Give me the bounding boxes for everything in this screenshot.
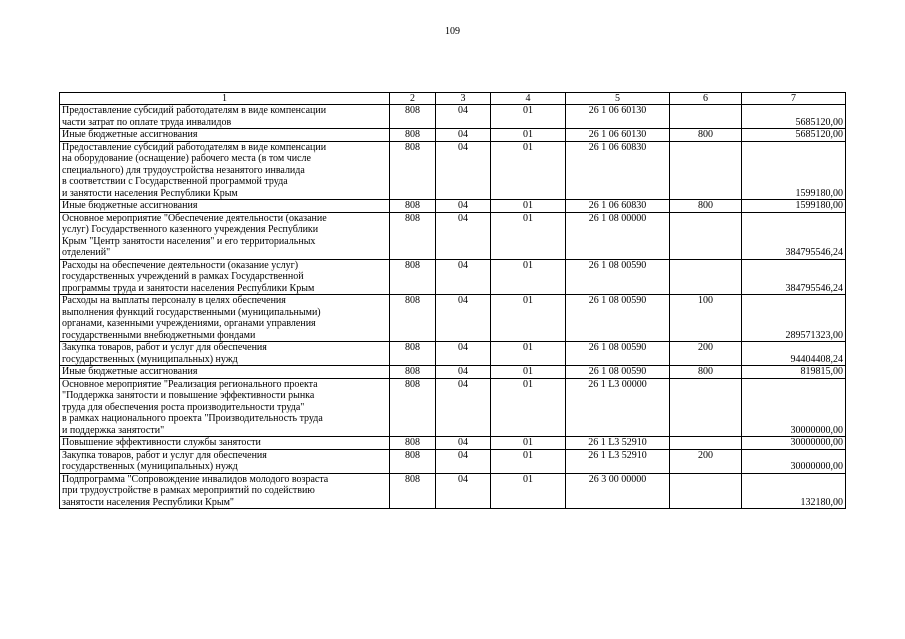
header-col-2: 2 [390, 93, 436, 105]
header-col-4: 4 [491, 93, 566, 105]
row-rz: 04 [436, 212, 491, 259]
row-csr: 26 1 06 60130 [566, 129, 670, 142]
row-ved: 808 [390, 129, 436, 142]
row-ved: 808 [390, 200, 436, 213]
row-rz: 04 [436, 129, 491, 142]
row-csr: 26 1 08 00590 [566, 259, 670, 295]
row-vr [670, 473, 742, 509]
row-name: Основное мероприятие "Обеспечение деятельности (оказание услуг) Государственного казенного учреждения Республики Крым "Центр занятости населения" и его территориальных отделений" [60, 212, 390, 259]
row-vr [670, 437, 742, 450]
row-ved: 808 [390, 295, 436, 342]
header-col-3: 3 [436, 93, 491, 105]
table-row [60, 437, 846, 450]
header-col-7: 7 [742, 93, 846, 105]
row-amount: 30000000,00 [742, 437, 846, 450]
row-vr: 800 [670, 200, 742, 213]
row-rz: 04 [436, 366, 491, 379]
table-row [60, 129, 846, 142]
header-col-5: 5 [566, 93, 670, 105]
row-vr [670, 259, 742, 295]
row-name: Подпрограмма "Сопровождение инвалидов молодого возраста при трудоустройстве в рамках мероприятий по содействию занятости населения Республики Крым" [60, 473, 390, 509]
table-row [60, 141, 846, 200]
row-rz: 04 [436, 473, 491, 509]
row-pr: 01 [491, 473, 566, 509]
row-name: Предоставление субсидий работодателям в виде компенсации на оборудование (оснащение) рабочего места (в том числе специального) для трудоустройства незанятого инвалида в соответствии с Государственной программой труда и занятости населения Республики Крым [60, 141, 390, 200]
row-name: Предоставление субсидий работодателям в виде компенсации части затрат по оплате труда инвалидов [60, 105, 390, 129]
row-name: Иные бюджетные ассигнования [60, 200, 390, 213]
row-pr: 01 [491, 449, 566, 473]
table-row [60, 259, 846, 295]
row-vr: 800 [670, 129, 742, 142]
row-rz: 04 [436, 378, 491, 437]
row-amount: 819815,00 [742, 366, 846, 379]
row-ved: 808 [390, 141, 436, 200]
row-csr: 26 1 06 60830 [566, 141, 670, 200]
row-rz: 04 [436, 141, 491, 200]
row-pr: 01 [491, 295, 566, 342]
row-amount: 1599180,00 [742, 200, 846, 213]
row-ved: 808 [390, 449, 436, 473]
row-pr: 01 [491, 129, 566, 142]
row-csr: 26 1 08 00590 [566, 295, 670, 342]
row-amount: 94404408,24 [742, 342, 846, 366]
row-name: Основное мероприятие "Реализация регионального проекта "Поддержка занятости и повышение эффективности рынка труда для обеспечения роста производительности труда" в рамках национального проекта "Производительность труда и поддержка занятости" [60, 378, 390, 437]
table-row [60, 342, 846, 366]
header-row [60, 93, 846, 105]
row-ved: 808 [390, 437, 436, 450]
row-amount: 289571323,00 [742, 295, 846, 342]
row-rz: 04 [436, 295, 491, 342]
table-row [60, 105, 846, 129]
row-pr: 01 [491, 141, 566, 200]
table-row [60, 212, 846, 259]
row-amount: 5685120,00 [742, 105, 846, 129]
row-ved: 808 [390, 259, 436, 295]
row-pr: 01 [491, 437, 566, 450]
row-rz: 04 [436, 105, 491, 129]
row-ved: 808 [390, 105, 436, 129]
row-amount: 30000000,00 [742, 449, 846, 473]
row-pr: 01 [491, 342, 566, 366]
row-name: Расходы на обеспечение деятельности (оказание услуг) государственных учреждений в рамках Государственной программы труда и занятости населения Республики Крым [60, 259, 390, 295]
row-vr [670, 141, 742, 200]
row-amount: 384795546,24 [742, 259, 846, 295]
row-rz: 04 [436, 449, 491, 473]
row-csr: 26 1 L3 52910 [566, 437, 670, 450]
row-vr [670, 212, 742, 259]
page-number: 109 [445, 26, 460, 37]
row-amount: 30000000,00 [742, 378, 846, 437]
row-csr: 26 1 06 60830 [566, 200, 670, 213]
row-name: Закупка товаров, работ и услуг для обеспечения государственных (муниципальных) нужд [60, 449, 390, 473]
row-csr: 26 3 00 00000 [566, 473, 670, 509]
row-csr: 26 1 L3 00000 [566, 378, 670, 437]
table-row [60, 366, 846, 379]
row-csr: 26 1 08 00590 [566, 342, 670, 366]
row-name: Расходы на выплаты персоналу в целях обеспечения выполнения функций государственными (муниципальными) органами, казенными учреждениями, органами управления государственными внебюджетными фондами [60, 295, 390, 342]
row-ved: 808 [390, 378, 436, 437]
row-pr: 01 [491, 366, 566, 379]
row-rz: 04 [436, 437, 491, 450]
table-row [60, 449, 846, 473]
row-amount: 384795546,24 [742, 212, 846, 259]
row-ved: 808 [390, 473, 436, 509]
row-name: Закупка товаров, работ и услуг для обеспечения государственных (муниципальных) нужд [60, 342, 390, 366]
row-pr: 01 [491, 200, 566, 213]
row-name: Иные бюджетные ассигнования [60, 129, 390, 142]
row-name: Иные бюджетные ассигнования [60, 366, 390, 379]
row-vr: 200 [670, 449, 742, 473]
table-row [60, 295, 846, 342]
row-pr: 01 [491, 105, 566, 129]
row-rz: 04 [436, 200, 491, 213]
row-vr [670, 378, 742, 437]
row-amount: 132180,00 [742, 473, 846, 509]
row-ved: 808 [390, 212, 436, 259]
row-csr: 26 1 06 60130 [566, 105, 670, 129]
row-ved: 808 [390, 366, 436, 379]
row-csr: 26 1 08 00000 [566, 212, 670, 259]
row-pr: 01 [491, 259, 566, 295]
row-vr: 200 [670, 342, 742, 366]
row-rz: 04 [436, 342, 491, 366]
row-rz: 04 [436, 259, 491, 295]
row-vr: 800 [670, 366, 742, 379]
row-amount: 5685120,00 [742, 129, 846, 142]
row-amount: 1599180,00 [742, 141, 846, 200]
row-csr: 26 1 08 00590 [566, 366, 670, 379]
row-name: Повышение эффективности службы занятости [60, 437, 390, 450]
table-row [60, 200, 846, 213]
header-col-1: 1 [60, 93, 390, 105]
budget-table [59, 92, 846, 509]
row-vr: 100 [670, 295, 742, 342]
row-vr [670, 105, 742, 129]
row-ved: 808 [390, 342, 436, 366]
header-col-6: 6 [670, 93, 742, 105]
table-row [60, 378, 846, 437]
row-pr: 01 [491, 378, 566, 437]
table-row [60, 473, 846, 509]
row-pr: 01 [491, 212, 566, 259]
row-csr: 26 1 L3 52910 [566, 449, 670, 473]
